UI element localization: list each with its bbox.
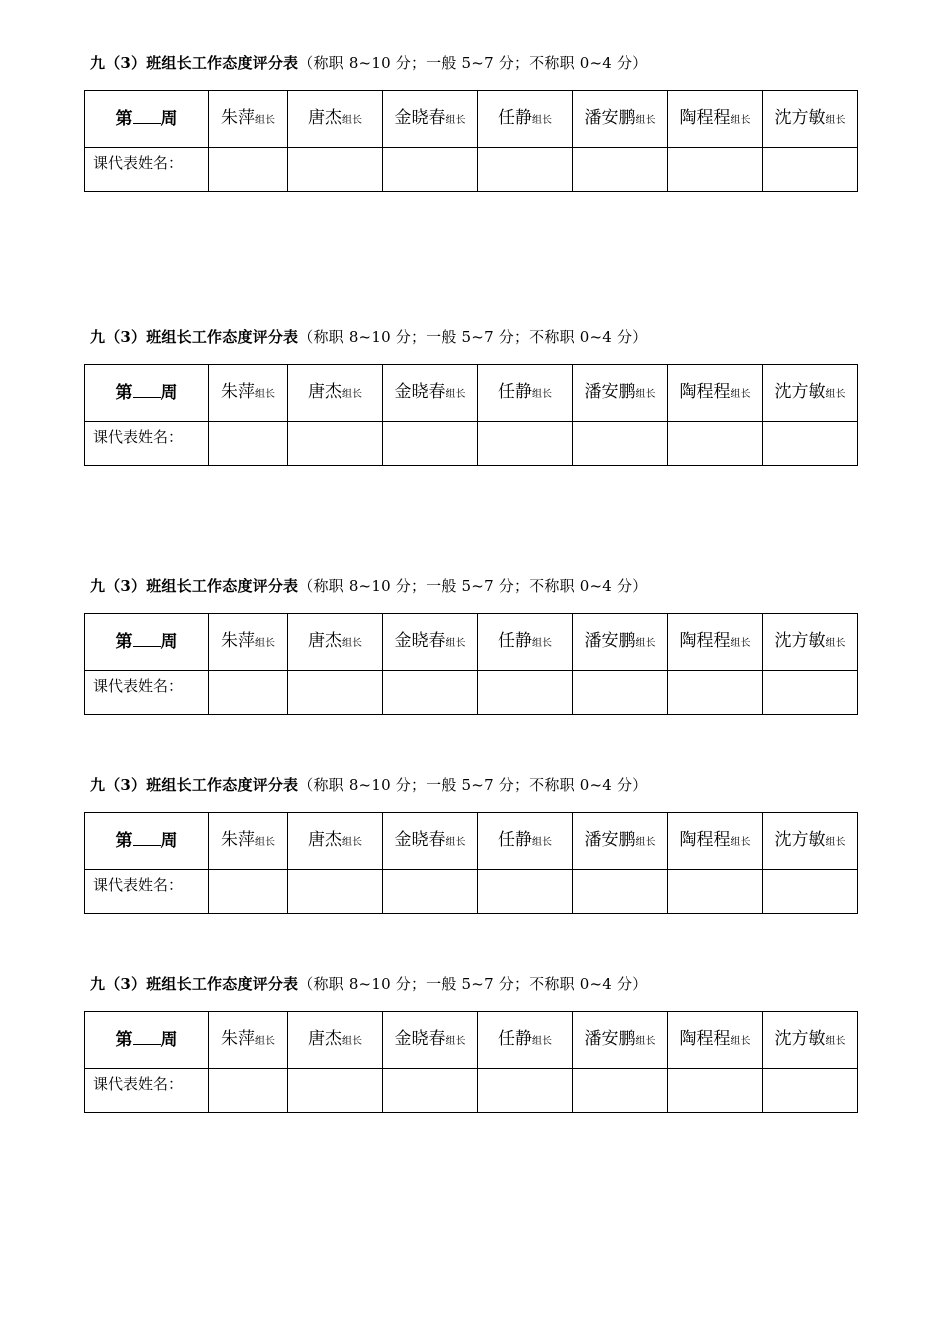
week-suffix: 周 (160, 383, 178, 403)
score-cell[interactable] (478, 422, 573, 466)
leader-role: 组长 (342, 388, 362, 400)
leader-name: 金晓春 (394, 1028, 446, 1049)
form-title-scale: （称职 8~10 分；一般 5~7 分；不称职 0~4 分） (298, 54, 648, 72)
leader-name: 金晓春 (394, 630, 446, 651)
leader-cell (478, 813, 573, 870)
leader-cell (763, 91, 858, 148)
week-cell[interactable] (85, 813, 209, 870)
leader-name: 陶程程 (679, 630, 731, 651)
rep-name-cell[interactable] (85, 671, 209, 715)
leader-name: 沈方敏 (774, 829, 826, 850)
leader-cell (668, 813, 763, 870)
form-title (90, 52, 647, 73)
leader-cell (668, 1012, 763, 1069)
leader-name: 朱萍 (221, 1028, 255, 1049)
score-cell[interactable] (573, 422, 668, 466)
score-table (84, 364, 858, 466)
score-cell[interactable] (383, 1069, 478, 1113)
score-table (84, 812, 858, 914)
leader-role: 组长 (825, 388, 846, 400)
score-cell[interactable] (763, 1069, 858, 1113)
leader-cell (763, 614, 858, 671)
week-blank[interactable] (133, 632, 161, 647)
leader-cell (573, 813, 668, 870)
leader-role: 组长 (532, 1035, 552, 1047)
rep-label: 课代表姓名： (93, 876, 184, 894)
leader-name: 任静 (498, 107, 532, 128)
leader-cell (288, 614, 383, 671)
leader-role: 组长 (342, 836, 362, 848)
score-cell[interactable] (209, 422, 288, 466)
score-cell[interactable] (383, 870, 478, 914)
leader-cell (383, 1012, 478, 1069)
leader-role: 组长 (825, 114, 846, 126)
week-blank[interactable] (133, 831, 161, 846)
form-title (90, 326, 647, 347)
leader-name: 唐杰 (308, 829, 342, 850)
leader-name: 朱萍 (221, 630, 255, 651)
score-cell[interactable] (383, 422, 478, 466)
score-cell[interactable] (668, 870, 763, 914)
leader-name: 陶程程 (679, 829, 731, 850)
leader-name: 任静 (498, 829, 532, 850)
score-cell[interactable] (209, 148, 288, 192)
week-cell[interactable] (85, 614, 209, 671)
score-cell[interactable] (478, 1069, 573, 1113)
score-cell[interactable] (763, 422, 858, 466)
leader-name: 陶程程 (679, 381, 731, 402)
score-cell[interactable] (288, 148, 383, 192)
leader-name: 陶程程 (679, 107, 731, 128)
score-cell[interactable] (573, 1069, 668, 1113)
leader-role: 组长 (342, 1035, 362, 1047)
score-cell[interactable] (478, 870, 573, 914)
rep-name-cell[interactable] (85, 1069, 209, 1113)
score-cell[interactable] (668, 671, 763, 715)
leader-role: 组长 (445, 114, 466, 126)
leader-cell (209, 91, 288, 148)
leader-cell (573, 1012, 668, 1069)
leader-role: 组长 (445, 1035, 466, 1047)
leader-name: 潘安鹏 (584, 1028, 636, 1049)
leader-cell (209, 813, 288, 870)
leader-name: 沈方敏 (774, 107, 826, 128)
rep-name-cell[interactable] (85, 870, 209, 914)
week-suffix: 周 (160, 1030, 178, 1050)
leader-name: 唐杰 (308, 1028, 342, 1049)
leader-cell (478, 1012, 573, 1069)
leader-name: 沈方敏 (774, 381, 826, 402)
score-cell[interactable] (478, 148, 573, 192)
leader-role: 组长 (730, 836, 751, 848)
form-title-scale: （称职 8~10 分；一般 5~7 分；不称职 0~4 分） (298, 328, 648, 346)
leader-name: 任静 (498, 630, 532, 651)
score-cell[interactable] (209, 1069, 288, 1113)
score-cell[interactable] (288, 1069, 383, 1113)
score-cell[interactable] (668, 148, 763, 192)
leader-cell (763, 1012, 858, 1069)
leader-role: 组长 (255, 637, 275, 649)
leader-name: 唐杰 (308, 630, 342, 651)
form-title-main: 九（3）班组长工作态度评分表 (90, 54, 299, 72)
leader-role: 组长 (730, 114, 751, 126)
leader-name: 潘安鹏 (584, 829, 636, 850)
leader-name: 陶程程 (679, 1028, 731, 1049)
score-cell[interactable] (209, 671, 288, 715)
score-table (84, 90, 858, 192)
leader-role: 组长 (825, 1035, 846, 1047)
score-cell[interactable] (288, 671, 383, 715)
leader-role: 组长 (825, 637, 846, 649)
rep-label: 课代表姓名： (93, 428, 184, 446)
leader-cell (573, 91, 668, 148)
week-suffix: 周 (160, 109, 178, 129)
leader-role: 组长 (255, 836, 275, 848)
leader-name: 金晓春 (394, 107, 446, 128)
score-cell[interactable] (573, 870, 668, 914)
leader-cell (573, 365, 668, 422)
leader-role: 组长 (532, 836, 552, 848)
leader-role: 组长 (730, 388, 751, 400)
leader-role: 组长 (342, 114, 362, 126)
leader-role: 组长 (255, 114, 275, 126)
score-cell[interactable] (668, 1069, 763, 1113)
leader-cell (209, 1012, 288, 1069)
leader-role: 组长 (445, 637, 466, 649)
rep-name-cell[interactable] (85, 422, 209, 466)
score-cell[interactable] (573, 671, 668, 715)
leader-cell (288, 365, 383, 422)
form-title-scale: （称职 8~10 分；一般 5~7 分；不称职 0~4 分） (298, 776, 648, 794)
leader-cell (288, 1012, 383, 1069)
rep-label: 课代表姓名： (93, 1075, 184, 1093)
leader-cell (668, 91, 763, 148)
form-title (90, 973, 647, 994)
leader-role: 组长 (532, 114, 552, 126)
leader-name: 任静 (498, 1028, 532, 1049)
week-blank[interactable] (133, 383, 161, 398)
week-cell[interactable] (85, 91, 209, 148)
week-cell[interactable] (85, 365, 209, 422)
leader-name: 沈方敏 (774, 1028, 826, 1049)
score-cell[interactable] (573, 148, 668, 192)
score-cell[interactable] (763, 671, 858, 715)
form-title-scale: （称职 8~10 分；一般 5~7 分；不称职 0~4 分） (298, 577, 648, 595)
leader-name: 朱萍 (221, 829, 255, 850)
leader-role: 组长 (342, 637, 362, 649)
week-blank[interactable] (133, 1030, 161, 1045)
score-cell[interactable] (288, 422, 383, 466)
leader-name: 任静 (498, 381, 532, 402)
score-cell[interactable] (763, 148, 858, 192)
form-title (90, 575, 647, 596)
leader-cell (573, 614, 668, 671)
leader-cell (763, 365, 858, 422)
leader-name: 潘安鹏 (584, 381, 636, 402)
leader-role: 组长 (635, 637, 656, 649)
score-cell[interactable] (288, 870, 383, 914)
leader-name: 金晓春 (394, 381, 446, 402)
leader-cell (668, 365, 763, 422)
form-title (90, 774, 647, 795)
leader-role: 组长 (445, 388, 466, 400)
week-prefix: 第 (115, 1030, 133, 1050)
week-prefix: 第 (115, 632, 133, 652)
score-cell[interactable] (383, 671, 478, 715)
form-title-main: 九（3）班组长工作态度评分表 (90, 975, 299, 993)
form-title-main: 九（3）班组长工作态度评分表 (90, 577, 299, 595)
score-cell[interactable] (478, 671, 573, 715)
week-prefix: 第 (115, 383, 133, 403)
leader-cell (209, 365, 288, 422)
week-blank[interactable] (133, 109, 161, 124)
leader-role: 组长 (635, 836, 656, 848)
leader-role: 组长 (635, 1035, 656, 1047)
week-prefix: 第 (115, 831, 133, 851)
leader-role: 组长 (532, 637, 552, 649)
leader-name: 金晓春 (394, 829, 446, 850)
leader-name: 潘安鹏 (584, 107, 636, 128)
leader-name: 朱萍 (221, 381, 255, 402)
leader-name: 沈方敏 (774, 630, 826, 651)
leader-cell (288, 813, 383, 870)
score-cell[interactable] (383, 148, 478, 192)
score-cell[interactable] (209, 870, 288, 914)
leader-cell (383, 365, 478, 422)
rep-label: 课代表姓名： (93, 677, 184, 695)
leader-role: 组长 (730, 1035, 751, 1047)
leader-role: 组长 (730, 637, 751, 649)
week-suffix: 周 (160, 831, 178, 851)
leader-cell (478, 91, 573, 148)
leader-cell (668, 614, 763, 671)
leader-role: 组长 (825, 836, 846, 848)
leader-cell (383, 614, 478, 671)
score-table (84, 613, 858, 715)
leader-name: 唐杰 (308, 381, 342, 402)
leader-role: 组长 (532, 388, 552, 400)
leader-role: 组长 (255, 388, 275, 400)
leader-cell (763, 813, 858, 870)
leader-cell (478, 614, 573, 671)
leader-name: 朱萍 (221, 107, 255, 128)
week-suffix: 周 (160, 632, 178, 652)
score-table (84, 1011, 858, 1113)
leader-role: 组长 (255, 1035, 275, 1047)
rep-label: 课代表姓名： (93, 154, 184, 172)
leader-cell (209, 614, 288, 671)
leader-role: 组长 (445, 836, 466, 848)
form-title-main: 九（3）班组长工作态度评分表 (90, 776, 299, 794)
leader-cell (288, 91, 383, 148)
leader-name: 唐杰 (308, 107, 342, 128)
leader-cell (383, 91, 478, 148)
week-cell[interactable] (85, 1012, 209, 1069)
leader-role: 组长 (635, 114, 656, 126)
score-cell[interactable] (763, 870, 858, 914)
score-cell[interactable] (668, 422, 763, 466)
form-title-scale: （称职 8~10 分；一般 5~7 分；不称职 0~4 分） (298, 975, 648, 993)
form-title-main: 九（3）班组长工作态度评分表 (90, 328, 299, 346)
leader-name: 潘安鹏 (584, 630, 636, 651)
rep-name-cell[interactable] (85, 148, 209, 192)
leader-cell (478, 365, 573, 422)
leader-cell (383, 813, 478, 870)
week-prefix: 第 (115, 109, 133, 129)
leader-role: 组长 (635, 388, 656, 400)
